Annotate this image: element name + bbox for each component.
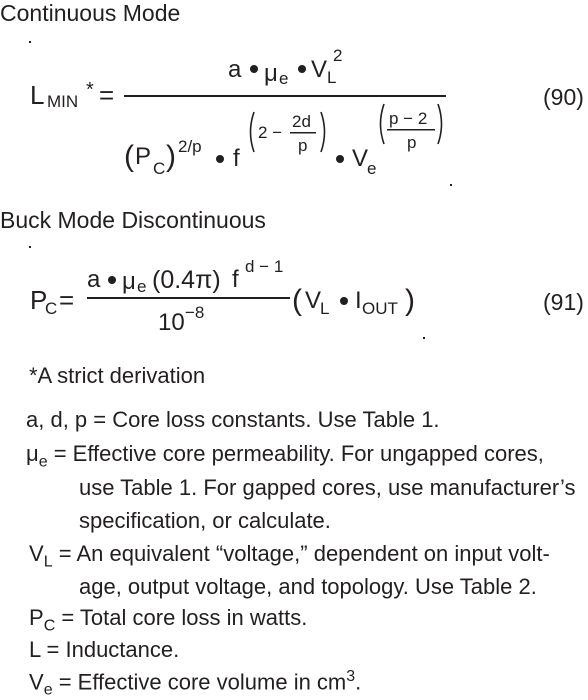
eq90-lhs-sub: MIN (47, 92, 79, 111)
eq90-num-v: V (311, 56, 328, 83)
equation-90-svg (0, 0, 588, 200)
definition-vl (29, 541, 550, 571)
eq90-exp1-lparen (251, 112, 255, 152)
def-vl-sub: L (43, 553, 53, 571)
def-ve-text: = Effective core volume in cm (52, 669, 347, 695)
def-vl-symbol: V (29, 541, 44, 566)
def-pc-text: = Total core loss in watts. (55, 605, 308, 630)
eq91-lhs: P (30, 285, 48, 315)
eq91-rhs-v: V (305, 287, 322, 314)
eq90-den-pc: P (135, 143, 152, 170)
eq90-num-dot2 (298, 65, 306, 73)
scan-speck (423, 337, 425, 339)
eq91-num-mu-sub: e (137, 277, 147, 296)
footnote: *A strict derivation (29, 363, 206, 388)
eq90-den-exp: 2/p (178, 137, 202, 156)
eq90-exp1-p: p (298, 136, 308, 155)
eq90-num-v-sup: 2 (333, 46, 343, 65)
eq91-rhs-v-sub: L (320, 299, 330, 318)
eq90-exp2-num: p − 2 (389, 109, 428, 128)
eq91-num-f-sup: d − 1 (245, 257, 284, 276)
eq91-den-sup: −8 (185, 303, 205, 322)
eq90-exp1-bar (290, 132, 316, 134)
eq90-lhs: L (30, 80, 45, 110)
definition-vl-cont1: age, output voltage, and topology. Use Table 2. (79, 574, 537, 599)
eq91-rhs-dot (340, 297, 348, 305)
def-pc-sub: C (43, 617, 56, 635)
scan-speck (29, 41, 31, 43)
section-heading-continuous: Continuous Mode (0, 0, 181, 26)
eq90-den-dot2 (336, 155, 344, 163)
eq91-equals: = (59, 285, 75, 315)
eq91-rhs-rparen: ) (405, 284, 415, 317)
def-pc-symbol: P (29, 605, 44, 630)
eq90-den-ve: V (352, 145, 369, 172)
eq90-num-a: a (228, 56, 242, 83)
def-ve-sup: 3 (346, 668, 356, 685)
def-mu-symbol: μ (26, 441, 39, 466)
eq91-num-dot (108, 276, 116, 284)
def-vl-text: = An equivalent “voltage,” dependent on input volt- (52, 541, 550, 566)
eq90-den-ve-sub: e (367, 159, 377, 178)
def-ve-end: . (355, 669, 362, 695)
eq90-exp1-rparen (321, 112, 325, 152)
eq90-lhs-star: * (86, 79, 94, 101)
eq90-num-mu: μ (264, 60, 278, 87)
eq90-num-mu-sub: e (279, 69, 289, 88)
def-mu-sub: e (38, 453, 48, 471)
definition-ve (29, 668, 361, 700)
eq90-exp2-rparen (438, 104, 442, 144)
eq90-num-dot1 (250, 65, 258, 73)
eq90-fraction-bar (124, 95, 446, 97)
eq90-den-rparen: ) (166, 140, 176, 173)
eq91-rhs-i-sub: OUT (362, 299, 398, 318)
eq91-num-f: f (232, 266, 239, 293)
eq91-fraction-bar (87, 297, 290, 299)
eq90-den-pc-sub: C (153, 159, 166, 178)
definition-pc (29, 605, 307, 635)
eq90-den-f: f (233, 145, 240, 172)
def-ve-sub: e (43, 681, 53, 699)
equation-91-svg (0, 240, 588, 350)
eq90-den-lparen: ( (124, 140, 134, 173)
eq90-exp2-bar (387, 129, 435, 131)
definition-l: L = Inductance. (29, 637, 180, 662)
eq91-rhs-lparen: ( (292, 284, 302, 317)
eq90-exp1-2d: 2d (292, 112, 311, 131)
def-mu-text: = Effective core permeability. For ungapped cores, (47, 441, 544, 466)
eq91-rhs-i: I (355, 287, 362, 314)
eq90-num-v-sub: L (327, 68, 337, 87)
definition-mu-e (26, 441, 544, 471)
definition-abp: a, d, p = Core loss constants. Use Table 1. (26, 407, 440, 432)
eq90-exp1-two: 2 − (258, 123, 283, 142)
definition-mu-e-cont2: specification, or calculate. (79, 508, 331, 533)
eq91-den: 10 (158, 309, 185, 336)
eq91-lhs-sub: C (45, 299, 58, 318)
eq91-num-pi: (0.4π) (152, 266, 221, 294)
section-heading-buck-discontinuous: Buck Mode Discontinuous (0, 207, 266, 233)
eq91-num-mu: μ (122, 268, 136, 295)
def-ve-symbol: V (29, 669, 44, 695)
scan-speck (450, 184, 452, 186)
eq90-exp2-lparen (381, 104, 385, 144)
eq90-den-dot1 (216, 155, 224, 163)
eq90-equals: = (99, 80, 115, 110)
equation-number-91: (91) (543, 289, 584, 315)
eq90-exp2-den: p (407, 133, 417, 152)
eq91-num-a: a (87, 266, 101, 293)
equation-number-90: (90) (543, 84, 584, 110)
definition-mu-e-cont1: use Table 1. For gapped cores, use manufacturer’s (79, 475, 576, 500)
